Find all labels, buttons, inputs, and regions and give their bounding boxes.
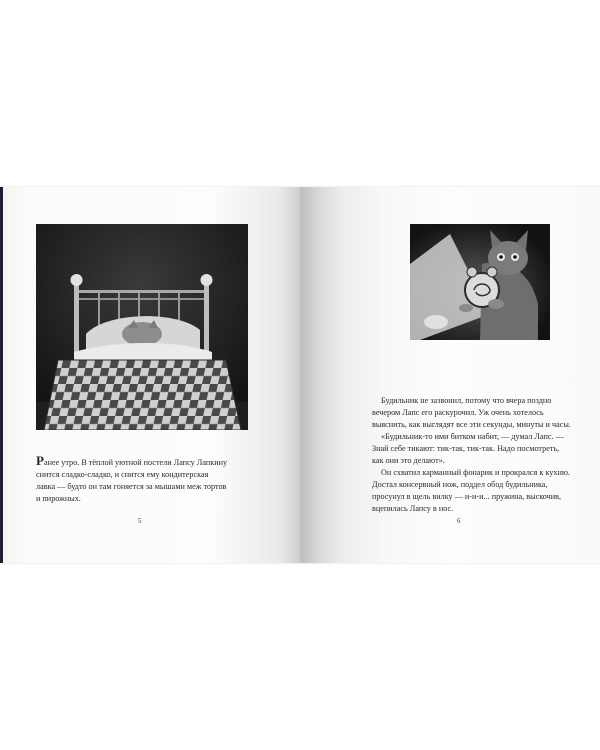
text-line: «Будильник-то ими битком набит, — думал Лапс. — [381,432,564,441]
drop-cap: Р [36,453,44,468]
text-line: Он схватил карманный фонарик и прокрался к кухню. [381,468,570,477]
story-text-left [36,453,286,505]
right-page [300,187,600,563]
text-line: снится сладко-сладко, и снится ему кондитерская [36,470,209,479]
text-line: просунул в щель вилку — и-и-и... пружина, выскочив, [372,492,562,501]
paragraph-left [36,453,286,505]
text-line: как они это делают». [372,456,445,465]
text-line: лавка — будто он там гоняется за мышами меж тортов [36,482,227,491]
paragraph-3 [372,467,594,515]
left-page [0,187,300,563]
page-number-left: 5 [138,517,142,525]
text-line: Достал консервный нож, поддел обод будильника, [372,480,548,489]
bed-sleeper-illustration [36,224,248,430]
page-number-right: 6 [457,517,461,525]
text-line: анее утро. В тёплой уютной постели Лапсу Лапкину [43,458,228,467]
paragraph-2 [372,431,594,467]
cover-edge [0,187,3,563]
cat-alarm-clock-illustration [410,224,550,340]
text-line: Знай себе тикают: тик-так, тик-так. Надо посмотреть, [372,444,560,453]
text-line: и пирожных. [36,494,81,503]
story-text-right [372,395,594,515]
text-line: вечером Лапс его раскурочил. Уж очень хотелось [372,408,544,417]
paragraph-1 [372,395,594,431]
text-line: выяснить, как выглядят все эти секунды, минуты и часы. [372,420,571,429]
text-line: вцепилась Лапсу в нос. [372,504,454,513]
book-spread [0,187,600,563]
text-line: Будильник не зазвонил, потому что вчера поздно [381,396,552,405]
